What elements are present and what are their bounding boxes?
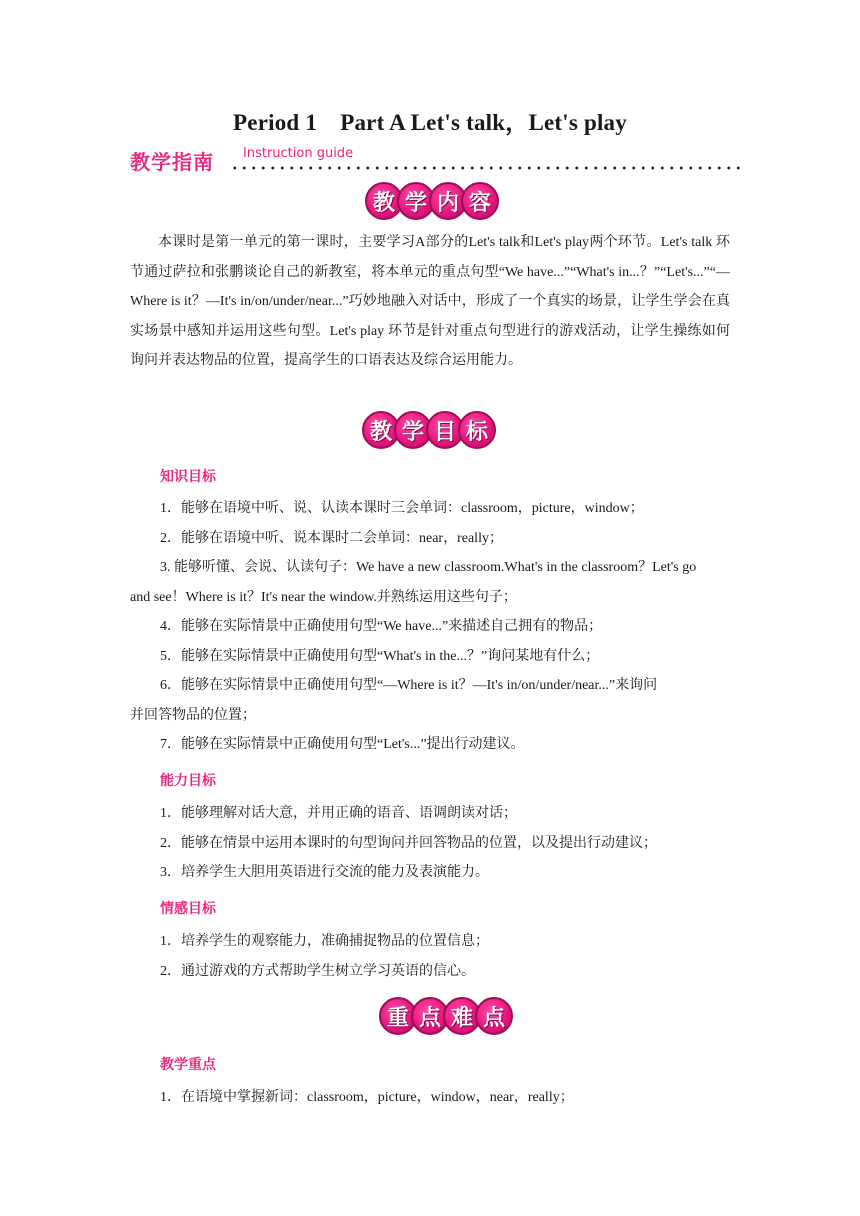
focus-item: 1．在语境中掌握新词：classroom，picture，window，near，really； [160, 1090, 574, 1105]
badge-char: 点 [475, 997, 513, 1035]
emotion-item: 2．通过游戏的方式帮助学生树立学习英语的信心。 [160, 964, 475, 979]
badge-char: 内 [429, 182, 467, 220]
badge-char: 教 [365, 182, 403, 220]
badge-teaching-goals [350, 411, 508, 449]
knowledge-item-continued: and see！Where is it？It's near the window.并熟练运用这些句子； [130, 590, 517, 605]
emotion-item: 1．培养学生的观察能力，准确捕捉物品的位置信息； [160, 934, 489, 949]
badge-char: 标 [458, 411, 496, 449]
badge-char: 学 [394, 411, 432, 449]
knowledge-item-continued: 并回答物品的位置； [130, 708, 256, 723]
ability-item: 2．能够在情景中运用本课时的句型询问并回答物品的位置，以及提出行动建议； [160, 836, 657, 851]
heading-ability-goals: 能力目标 [160, 773, 216, 789]
badge-char: 难 [443, 997, 481, 1035]
badge-char: 学 [397, 182, 435, 220]
badge-key-points [367, 997, 525, 1035]
badge-char: 容 [461, 182, 499, 220]
knowledge-item: 5．能够在实际情景中正确使用句型“What's in the...？”询问某地有什么； [160, 649, 600, 664]
badge-char: 教 [362, 411, 400, 449]
ability-item: 1．能够理解对话大意，并用正确的语音、语调朗读对话； [160, 806, 517, 821]
knowledge-item: 7．能够在实际情景中正确使用句型“Let's...”提出行动建议。 [160, 737, 525, 752]
knowledge-item: 3. 能够听懂、会说、认读句子：We have a new classroom.What's in the classroom？Let's go [160, 560, 697, 575]
instruction-guide-label-cn: 教学指南 [130, 150, 214, 174]
heading-emotion-goals: 情感目标 [160, 901, 216, 917]
instruction-guide-label-en: Instruction guide [243, 146, 354, 161]
heading-teaching-focus: 教学重点 [160, 1057, 216, 1073]
badge-char: 点 [411, 997, 449, 1035]
ability-item: 3．培养学生大胆用英语进行交流的能力及表演能力。 [160, 865, 489, 880]
knowledge-item: 4．能够在实际情景中正确使用句型“We have...”来描述自己拥有的物品； [160, 619, 603, 634]
knowledge-item: 2．能够在语境中听、说本课时二会单词：near，really； [160, 531, 503, 546]
badge-char: 重 [379, 997, 417, 1035]
content-paragraph: 本课时是第一单元的第一课时，主要学习A部分的Let's talk和Let's play两个环节。Let's talk 环节通过萨拉和张鹏谈论自己的新教室，将本单元的重点句型“We have...”“What's in...？”“Let's...”“—Where is it？—It's in/on/under/near...”巧妙地融入对话中，形成了一个真实的场景，让学生学会在真实场景中感知并运用这些句型。Let's play 环节是针对重点句型进行的游戏活动，让学生操练如何询问并表达物品的位置，提高学生的口语表达及综合运用能力。 [130, 235, 730, 368]
instruction-guide-header [130, 142, 740, 182]
knowledge-item: 1．能够在语境中听、说、认读本课时三会单词：classroom，picture，window； [160, 501, 644, 516]
dotted-divider [230, 164, 740, 172]
heading-knowledge-goals: 知识目标 [160, 469, 216, 485]
knowledge-item: 6．能够在实际情景中正确使用句型“—Where is it？—It's in/on/under/near...”来询问 [160, 678, 658, 693]
badge-teaching-content [356, 182, 508, 220]
badge-char: 目 [426, 411, 464, 449]
page-title: Period 1 Part A Let's talk，Let's play [233, 110, 627, 135]
